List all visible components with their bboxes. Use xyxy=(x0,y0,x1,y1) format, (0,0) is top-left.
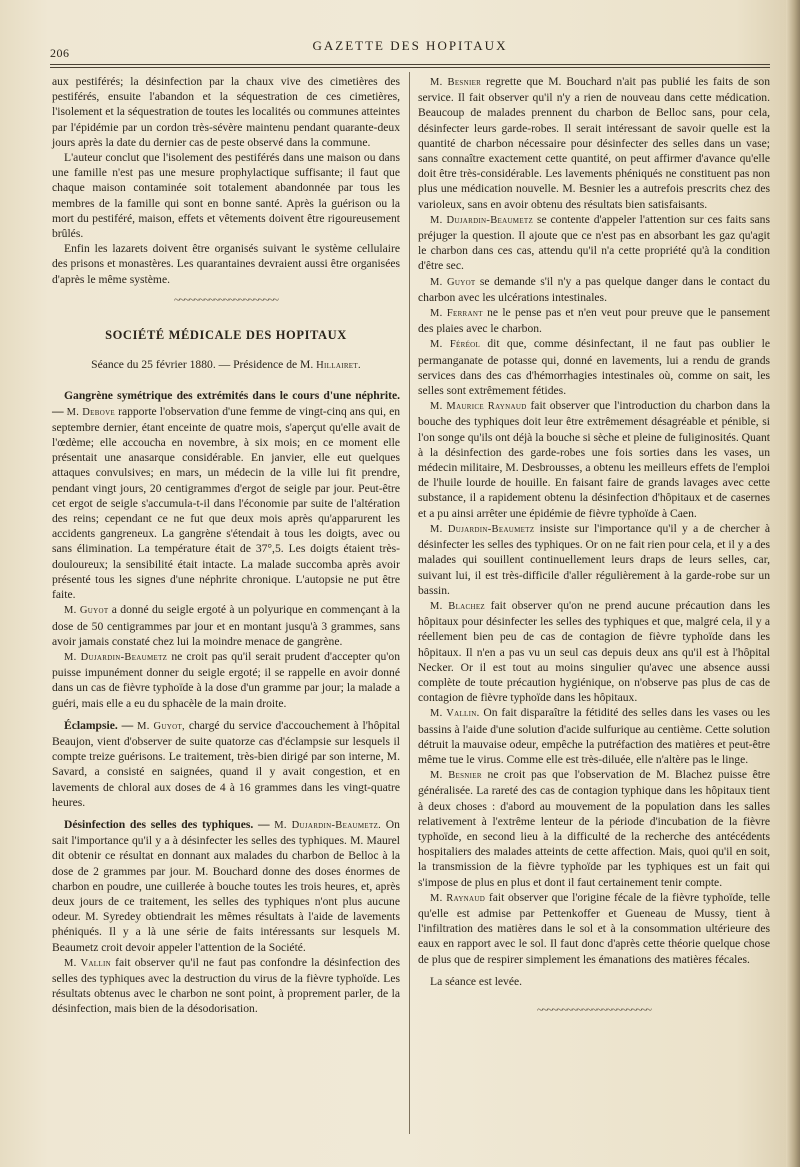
speaker-name: M. Dujardin-Beaumetz xyxy=(430,523,535,535)
column-divider xyxy=(409,72,410,1134)
paragraph-text: a donné du seigle ergoté à un polyurique en commençant à la dose de 50 centigrammes par jour et en montant jusqu'à 3 grammes, sans avoir jamais constaté chez lui la moindre menace de gangrène. xyxy=(52,603,400,648)
paragraph-text: se contente d'appeler l'attention sur ces faits sans préjuger la question. Il ajoute que ce n'est pas en absorbant les gaz qu'agit le charbon dans ces cas, attendu qu'il n'a cette propriété qu'à la condition d'être sec. xyxy=(418,212,770,273)
paragraph: aux pestiférés; la désinfection par la chaux vive des cimetières des pestiférés, ensuite l'abandon et la séquestration de ces cimetières, l'isolement et la séquestration de toutes les localités ou communes atteintes par l'épidémie par un cordon très-sévère maintenu pendant quarante-deux jours après la date du dernier cas de peste observé dans la commune. xyxy=(52,75,400,149)
header-rule xyxy=(50,64,770,65)
speaker-name: M. Besnier xyxy=(430,77,482,88)
left-column xyxy=(52,74,400,1017)
paragraph xyxy=(418,336,770,398)
speaker-name: M. Féréol xyxy=(430,339,481,351)
paragraph xyxy=(418,398,770,521)
ornament-rule: ~~~~~~~~~~~~~~~~~~~~~ xyxy=(174,293,278,306)
article-eclampsie xyxy=(52,718,400,810)
speaker-name: M. Blachez xyxy=(430,600,485,612)
speaker-name: M. Ferrant xyxy=(430,308,483,320)
seance-text: Séance du 25 février 1880. — Présidence de M. xyxy=(91,358,317,372)
paragraph xyxy=(418,521,770,598)
speaker-name: M. Raynaud xyxy=(430,892,486,904)
paragraph-text: dit que, comme désinfectant, il ne faut pas oublier le permanganate de potasse qui, donné en lavements, lui a rendu de grands services dans des cas d'hémorrhagies intestinales où, comme on sait, les selles sont extrêmement fétides. xyxy=(418,337,770,398)
header-rule-double xyxy=(50,67,770,68)
article-desinfection xyxy=(52,817,400,955)
speaker-name: M. Besnier xyxy=(430,770,482,782)
journal-title: GAZETTE DES HOPITAUX xyxy=(312,38,508,53)
paragraph-text: On fait disparaître la fétidité des selles dans les vases ou les bassins à l'aide d'une solution d'acide sulfurique au centième. Cette solution détruit la mauvaise odeur, empêche la putréfaction des matières et peut-être même tue le virus. Comme elle est très-diluée, elle n'altère pas le linge. xyxy=(418,706,770,766)
paragraph xyxy=(418,274,770,305)
paragraph-text: fait observer que l'introduction du charbon dans la bouche des typhiques doit leur être extrêmement désagréable et pénible, si l'on songe qu'ils ont déjà la bouche si sèche et pleine de fuliginosités. Quant à la désinfection des garde-robes une fois sorties dans les vases, un médecin militaire, M. Desbrousses, a obtenu les meilleurs effets de l'emploi de l'huile lourde de houille. En faisant faire de grands lavages avec cette substance, il a rapidement obtenu la désinfection d'hôpitaux et de casernes et a pu ainsi arrêter une épidémie de fièvre typhoïde à Caen. xyxy=(418,399,770,520)
paragraph-text: fait observer que l'origine fécale de la fièvre typhoïde, telle qu'elle est admise par Pettenkoffer et Gueneau de Mussy, tient à l'infiltration des matières dans le sol et à la consommation ultérieure des eaux en rapport avec le sol. Il faut donc d'après cette théorie quelque chose de plus que de respirer simplement les émanations des matières fécales. xyxy=(418,890,771,966)
speaker-name: M. Vallin. xyxy=(430,708,480,720)
closing-line: La séance est levée. xyxy=(430,974,523,988)
ornament-rule: ~~~~~~~~~~~~~~~~~~~~~~~ xyxy=(537,1003,651,1016)
paragraph: Enfin les lazarets doivent être organisés suivant le système cellulaire des prisons et monastères. Les quarantaines devraient aussi être organisées d'après le même système. xyxy=(52,242,400,286)
speaker-name: M. Guyot xyxy=(64,605,109,617)
paragraph-text: fait observer qu'on ne prend aucune précaution dans les hôpitaux pour désinfecter les selles des typhiques et que, malgré cela, il y a réellement bien peu de cas de contagion de fièvre typhoïde dans les hôpitaux. Il n'en a pas vu un seul cas depuis deux ans qu'il est à l'hôpital Necker. Or il est tout au moins singulier qu'avec une absence aussi complète de toute précaution hygiénique, on n'observe pas plus de cas de contagion de fièvre typhoïde dans les hôpitaux. xyxy=(418,598,770,705)
paragraph xyxy=(52,649,400,711)
paragraph-text: fait observer qu'il ne faut pas confondre la désinfection des selles des typhiques avec la destruction du virus de la fièvre typhoïde. Les résultats obtenus avec le charbon ne sont point, à proprement parler, de la désinfection, mais bien de la désodorisation. xyxy=(52,955,400,1016)
speaker-name: M. Dujardin-Beaumetz. xyxy=(274,819,382,831)
paragraph-text: se demande s'il n'y a pas quelque danger dans le contact du charbon avec les ulcérations intestinales. xyxy=(418,274,770,304)
article-title: Gangrène symétrique des extrémités dans le cours d'une néphrite. — xyxy=(52,389,400,418)
page-number: 206 xyxy=(50,46,70,60)
speaker-name: M. Dujardin-Beaumetz xyxy=(430,214,534,226)
article-text: chargé du service d'accouchement à l'hôpital Beaujon, vient d'observer de suite quatorze cas d'éclampsie sur lesquels il compte treize guérisons. Le traitement, très-bien dirigé par son interne, M. Savard, a consisté en saignées, quand il y avait congestion, et en lavements de chloral aux doses de 4 à 16 grammes dans les vingt-quatre heures. xyxy=(52,718,400,809)
article-text: rapporte l'observation d'une femme de vingt-cinq ans qui, en septembre dernier, étant enceinte de quatre mois, s'aperçut qu'elle avait de l'œdème; elle accoucha en novembre, à six mois; en ce moment elle présentait une anasarque considérable. En janvier, elle eut quelques attaques convulsives; en mars, un médecin de la ville lui fit prendre, pendant vingt jours, 20 centigrammes d'ergot de seigle par jour. Peut-être cet ergot de seigle s'accumula-t-il dans l'économie par suite de l'altération des reins; cependant ce ne fut que deux mois après qu'apparurent les accidents gangreneux. La gangrène s'étendait à tous les doigts, avec ou sans élimination. La température était de 37°,5. Les doigts étaient très-douloureux; la sensibilité était intacte. La malade succomba après avoir présenté tous les signes d'une néphrite chronique. L'autopsie ne put être faite. xyxy=(52,404,401,602)
paragraph xyxy=(418,705,770,767)
seance-line xyxy=(52,357,400,373)
right-column xyxy=(418,74,770,1018)
page-header xyxy=(50,38,770,66)
paragraph-text: ne croit pas qu'il serait prudent d'accepter qu'on puisse impunément donner du seigle ergoté; il se rappelle en avoir donné dans un cas de fièvre typhoïde à la dose d'un gramme par jour; la malade a guéri, mais elle a eu du sphacèle de la main droite. xyxy=(52,649,400,710)
speaker-name: M. Maurice Raynaud xyxy=(430,401,527,413)
article-text: On sait l'importance qu'il y a à désinfecter les selles des typhiques. M. Maurel dit obtenir ce résultat en donnant aux malades du charbon de Belloc à la dose de 2 grammes par jour. M. Bouchard donne des doses énormes de charbon en poudre, une cuillerée à bouche toutes les trois heures, et, après deux jours de ce traitement, les selles des typhiques n'ont plus aucune odeur. M. Syredey obtiendrait les mêmes résultats à l'aide de lavements phéniqués. Il y a là une série de faits intéressants sur lesquels M. Beaumetz croit devoir appeler l'attention de la Société. xyxy=(52,817,400,954)
article-title: Éclampsie. — xyxy=(64,718,134,732)
paragraph xyxy=(52,955,400,1017)
paragraph-text: regrette que M. Bouchard n'ait pas publié les faits de son service. Il fait observer qu'il n'y a rien de nouveau dans cette médication. Beaucoup de malades prennent du charbon de Belloc sans, pour cela, désinfecter leurs garde-robes. Il serait intéressant de savoir quelle est la quantité de charbon nécessaire pour désinfecter des selles dans un vase; sans connaître exactement cette quantité, on peut affirmer d'avance qu'elle doit être très-considérable. Les lavements phéniqués ne constituent pas non plus une médication nouvelle. M. Besnier les a autrefois prescrits chez des varioleux, sans en avoir obtenu des résultats bien satisfaisants. xyxy=(418,75,770,211)
paragraph xyxy=(418,212,770,274)
section-title: SOCIÉTÉ MÉDICALE DES HOPITAUX xyxy=(105,328,347,343)
paragraph xyxy=(418,74,770,212)
speaker-name: M. Debove xyxy=(66,406,116,418)
speaker-name: M. Dujardin-Beaumetz xyxy=(64,651,168,663)
paragraph: L'auteur conclut que l'isolement des pestiférés dans une maison ou dans une famille n'est pas une mesure prophylactique suffisante; il faut que chaque maison contaminée soit totalement abandonnée par tous les membres de la famille qui sont en bonne santé. Après la guérison ou la mort du pestiféré, maison, effets et vêtements doivent être rigoureusement brûlés. xyxy=(52,151,400,241)
paragraph xyxy=(418,305,770,336)
president-name: Hillairet. xyxy=(316,360,361,372)
speaker-name: M. Guyot xyxy=(430,276,476,288)
paragraph xyxy=(418,890,770,967)
page-edge xyxy=(786,0,800,1167)
paragraph-text: ne le pense pas et n'en veut pour preuve que le pansement des plaies avec le charbon. xyxy=(418,306,770,336)
paragraph xyxy=(418,767,770,890)
paragraph-text: ne croit pas que l'observation de M. Blachez puisse être généralisée. La rareté des cas de contagion typhique dans les hôpitaux tient à deux choses : d'abord au mouvement de la population dans les salles relativement à l'extrême lenteur de la période d'incubation de la fièvre typhoïde, en second lieu à la difficulté de la recherche des antécédents hospitaliers des malades atteints de cette affection. Mais, quoi qu'il en soit, la transmission de la fièvre typhoïde par les typhiques est un fait qui s'impose de plus en plus et dont il faut certainement tenir compte. xyxy=(418,768,770,889)
speaker-name: M. Guyot, xyxy=(137,720,185,732)
paragraph xyxy=(418,598,770,705)
paragraph xyxy=(52,602,400,649)
article-gangrene xyxy=(52,388,400,602)
speaker-name: M. Vallin xyxy=(64,957,111,969)
paragraph-text: insiste sur l'importance qu'il y a de chercher à désinfecter les selles des typhiques. Or on ne fait rien pour cela, et il y a des malades qui souillent continuellement leurs draps de leurs selles, car, suivant lui, il est très-difficile d'aller régulièrement à la garde-robe sur un bassin. xyxy=(418,521,770,597)
article-title: Désinfection des selles des typhiques. — xyxy=(64,817,270,831)
